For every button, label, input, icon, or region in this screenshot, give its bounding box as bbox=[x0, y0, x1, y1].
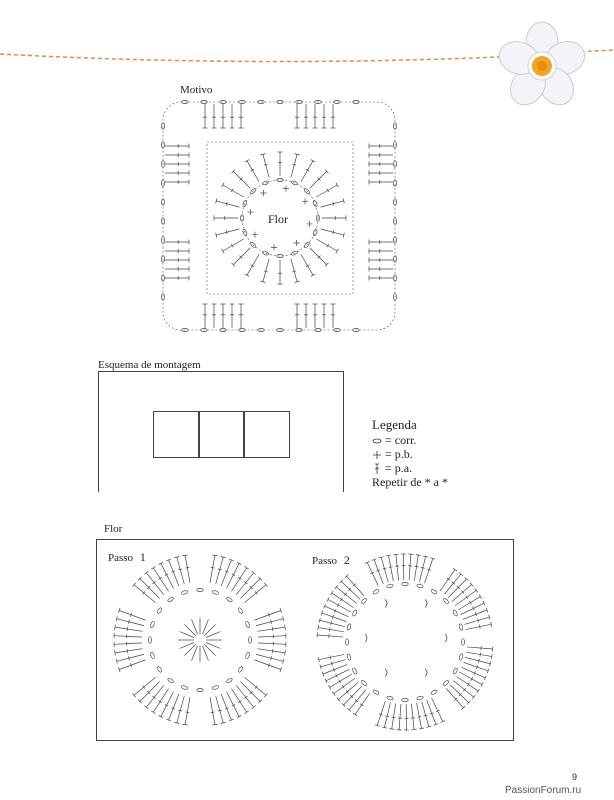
pa-stitch bbox=[258, 636, 286, 637]
pa-stitch-bar bbox=[360, 704, 363, 706]
corr-stitch bbox=[347, 623, 352, 630]
pa-stitch bbox=[396, 554, 399, 580]
corr-stitch bbox=[245, 621, 250, 628]
corr-stitch bbox=[156, 666, 162, 673]
pa-stitch-top bbox=[245, 711, 249, 714]
pa-stitch bbox=[263, 259, 269, 282]
pa-stitch bbox=[115, 649, 143, 653]
pa-stitch-top bbox=[245, 274, 249, 277]
pa-stitch bbox=[247, 254, 259, 275]
pa-stitch bbox=[223, 185, 244, 197]
pa-stitch-bar bbox=[392, 717, 396, 718]
corr-stitch bbox=[386, 584, 393, 589]
pa-stitch bbox=[411, 704, 414, 730]
pa-stitch bbox=[321, 201, 344, 207]
corr-stitch bbox=[245, 652, 250, 659]
corr-stitch bbox=[148, 637, 151, 643]
pa-stitch-top bbox=[151, 711, 155, 714]
pa-stitch bbox=[399, 704, 401, 730]
pa-stitch-top bbox=[479, 594, 482, 598]
back-stitch bbox=[385, 599, 387, 607]
pa-stitch-top bbox=[144, 571, 148, 574]
pa-stitch bbox=[318, 628, 344, 632]
pa-stitch-top bbox=[335, 585, 338, 589]
pa-stitch-top bbox=[472, 695, 475, 699]
montagem-title: Esquema de montagem bbox=[98, 359, 201, 371]
pa-stitch bbox=[119, 660, 145, 670]
pa-stitch bbox=[316, 239, 337, 251]
assembly-square bbox=[198, 411, 245, 458]
pa-stitch bbox=[336, 587, 356, 603]
watermark: PassionForum.ru bbox=[505, 785, 582, 796]
pa-stitch-top bbox=[159, 562, 163, 564]
corr-stitch bbox=[352, 667, 358, 674]
corr-stitch bbox=[181, 685, 188, 690]
pa-stitch bbox=[310, 171, 327, 188]
assembly-square bbox=[243, 411, 290, 458]
pa-stitch-bar bbox=[238, 701, 241, 703]
back-stitch bbox=[425, 599, 427, 607]
pa-stitch bbox=[216, 229, 239, 235]
pa-stitch-bar bbox=[128, 656, 129, 660]
pb-stitch bbox=[248, 209, 254, 215]
pa-stitch bbox=[444, 574, 461, 594]
pa-stitch-bar bbox=[415, 566, 419, 567]
pa-stitch bbox=[291, 259, 297, 282]
corr-stitch bbox=[226, 677, 233, 683]
pa-stitch bbox=[146, 685, 163, 707]
pa-stitch-top bbox=[212, 555, 217, 556]
corr-stitch bbox=[430, 589, 437, 595]
pa-stitch bbox=[347, 576, 364, 595]
corr-stitch bbox=[262, 180, 269, 185]
pa-stitch bbox=[328, 599, 351, 612]
corr-stitch bbox=[237, 666, 243, 673]
step2-label: Passo 2 bbox=[312, 553, 350, 567]
pa-stitch bbox=[417, 703, 422, 729]
pa-stitch bbox=[389, 556, 394, 582]
pa-stitch bbox=[414, 555, 418, 581]
pa-stitch bbox=[330, 674, 352, 687]
pa-stitch bbox=[448, 579, 466, 598]
legend-item-corr: = corr. bbox=[372, 433, 482, 447]
pa-stitch bbox=[355, 693, 370, 714]
corr-stitch bbox=[242, 200, 247, 207]
pa-stitch-bar bbox=[385, 716, 389, 717]
pb-stitch bbox=[283, 186, 289, 192]
pa-stitch bbox=[134, 585, 155, 603]
pa-stitch bbox=[231, 689, 246, 713]
pa-stitch-top bbox=[245, 566, 249, 569]
pa-stitch-top bbox=[453, 568, 457, 571]
pa-stitch-bar bbox=[342, 685, 344, 688]
pa-stitch bbox=[420, 556, 426, 581]
legend-item-pb: = p.b. bbox=[372, 447, 482, 461]
legend-item-pa: = p.a. bbox=[372, 461, 482, 475]
pa-stitch bbox=[177, 696, 185, 723]
pb-stitch bbox=[260, 190, 266, 196]
pa-stitch-top bbox=[144, 706, 148, 709]
pa-stitch bbox=[177, 557, 185, 584]
pa-stitch bbox=[140, 681, 160, 701]
assembly-square bbox=[153, 411, 200, 458]
corr-stitch bbox=[150, 621, 155, 628]
pa-stitch-bar bbox=[271, 620, 272, 624]
pa-stitch bbox=[241, 681, 261, 701]
corr-stitch bbox=[226, 596, 233, 602]
pa-stitch bbox=[185, 555, 190, 583]
legend-repeat: Repetir de * a * bbox=[372, 475, 448, 490]
flower-step1-diagram bbox=[110, 548, 290, 733]
pa-stitch-bar bbox=[128, 620, 129, 624]
flor-title: Flor bbox=[104, 523, 123, 535]
pa-stitch-bar bbox=[421, 567, 425, 568]
pa-stitch bbox=[344, 686, 362, 705]
pa-stitch bbox=[319, 654, 344, 659]
pa-stitch bbox=[140, 578, 160, 598]
back-stitch bbox=[385, 669, 387, 677]
pa-stitch bbox=[153, 568, 168, 592]
corr-stitch bbox=[248, 637, 251, 643]
pa-stitch-top bbox=[237, 715, 241, 717]
pa-stitch-bar bbox=[480, 653, 481, 657]
corr-stitch bbox=[417, 584, 424, 589]
pa-stitch-bar bbox=[329, 627, 330, 631]
pb-stitch bbox=[294, 240, 300, 246]
decorative-flower-icon bbox=[494, 18, 590, 114]
pa-stitch-top bbox=[285, 650, 286, 655]
pa-stitch-top bbox=[336, 183, 339, 187]
pa-stitch-top bbox=[353, 713, 357, 716]
pa-stitch-top bbox=[389, 729, 394, 730]
pa-stitch bbox=[320, 620, 345, 626]
pa-stitch-top bbox=[328, 685, 331, 689]
legend-title: Legenda bbox=[372, 417, 417, 432]
pa-stitch bbox=[321, 660, 346, 667]
pa-stitch-top bbox=[311, 274, 315, 277]
corr-stitch bbox=[459, 654, 464, 661]
motivo-title: Motivo bbox=[180, 84, 213, 96]
pa-stitch-top bbox=[318, 657, 319, 662]
pa-stitch bbox=[244, 585, 265, 603]
pa-stitch bbox=[210, 555, 215, 583]
corr-stitch bbox=[312, 229, 317, 236]
corr-stitch bbox=[402, 698, 408, 701]
pa-stitch bbox=[254, 660, 280, 670]
pa-stitch-bar bbox=[185, 712, 189, 713]
pa-stitch bbox=[233, 248, 250, 265]
pa-stitch bbox=[241, 578, 261, 598]
pa-stitch bbox=[236, 685, 253, 707]
corr-stitch bbox=[361, 680, 368, 687]
pa-stitch-top bbox=[245, 160, 249, 163]
pa-stitch bbox=[381, 557, 388, 582]
pa-stitch bbox=[452, 584, 472, 601]
pa-stitch bbox=[422, 702, 429, 727]
pa-stitch-bar bbox=[417, 717, 421, 718]
page-number: 9 bbox=[572, 772, 578, 782]
pa-stitch-top bbox=[419, 728, 424, 729]
pa-stitch bbox=[316, 185, 337, 197]
pa-stitch bbox=[117, 619, 144, 626]
pa-stitch bbox=[459, 672, 482, 685]
corr-stitch bbox=[312, 200, 317, 207]
pa-stitch-top bbox=[393, 554, 398, 555]
corr-stitch bbox=[167, 677, 174, 683]
pa-stitch bbox=[114, 643, 142, 644]
pa-stitch-bar bbox=[158, 701, 161, 703]
corr-stitch bbox=[372, 589, 379, 595]
pa-stitch bbox=[464, 617, 489, 624]
motivo-diagram bbox=[155, 96, 405, 336]
pa-stitch bbox=[254, 611, 280, 621]
corr-stitch bbox=[461, 639, 464, 645]
pa-stitch-bar bbox=[479, 625, 480, 629]
pa-stitch bbox=[223, 239, 244, 251]
pa-symbol-icon bbox=[372, 463, 382, 475]
pa-stitch-top bbox=[115, 650, 116, 655]
pa-stitch bbox=[466, 652, 492, 656]
pa-stitch-top bbox=[481, 682, 483, 686]
pa-stitch bbox=[263, 154, 269, 177]
corr-stitch bbox=[417, 696, 424, 701]
pa-stitch-top bbox=[252, 706, 256, 709]
pa-stitch-top bbox=[491, 622, 492, 627]
corr-stitch bbox=[386, 696, 393, 701]
pa-stitch bbox=[114, 636, 142, 637]
pa-stitch-top bbox=[491, 654, 492, 659]
step1-label: Passo 1 bbox=[108, 550, 146, 564]
flower-step2-diagram bbox=[310, 550, 500, 735]
pa-stitch-bar bbox=[339, 680, 341, 683]
pa-stitch-top bbox=[416, 555, 421, 556]
pa-stitch-bar bbox=[340, 598, 342, 601]
pa-stitch-top bbox=[222, 249, 225, 253]
pa-stitch-bar bbox=[272, 649, 273, 653]
pa-stitch bbox=[453, 681, 473, 697]
pa-stitch-bar bbox=[447, 578, 450, 580]
pa-stitch-top bbox=[327, 597, 329, 601]
pa-stitch-bar bbox=[466, 596, 468, 599]
corr-stitch bbox=[197, 588, 203, 591]
pa-stitch bbox=[233, 171, 250, 188]
pa-stitch-top bbox=[183, 724, 188, 725]
pa-stitch-top bbox=[332, 692, 335, 696]
pa-stitch bbox=[301, 254, 313, 275]
corr-stitch bbox=[452, 667, 458, 674]
pa-stitch-top bbox=[237, 562, 241, 564]
corr-stitch bbox=[361, 598, 368, 605]
corr-stitch bbox=[345, 639, 348, 645]
pa-stitch-top bbox=[159, 715, 163, 717]
pa-stitch-top bbox=[183, 555, 188, 556]
pa-stitch-bar bbox=[330, 655, 331, 659]
pa-stitch bbox=[216, 201, 239, 207]
corr-stitch bbox=[212, 590, 219, 595]
pa-stitch bbox=[258, 643, 286, 644]
pb-stitch bbox=[302, 198, 308, 204]
pa-stitch-bar bbox=[185, 567, 189, 568]
back-stitch bbox=[445, 634, 447, 642]
pa-stitch-bar bbox=[271, 656, 272, 660]
pa-stitch-top bbox=[252, 571, 256, 574]
pa-stitch bbox=[256, 654, 283, 661]
legend bbox=[372, 417, 482, 489]
pa-stitch bbox=[466, 624, 491, 629]
pa-stitch bbox=[244, 677, 265, 695]
back-stitch bbox=[425, 669, 427, 677]
pb-stitch bbox=[252, 232, 258, 238]
pa-stitch-top bbox=[412, 729, 417, 730]
pa-stitch bbox=[332, 593, 354, 607]
pa-stitch bbox=[446, 688, 463, 707]
pa-stitch bbox=[216, 557, 224, 584]
corr-stitch bbox=[443, 680, 450, 687]
pa-stitch bbox=[257, 649, 285, 653]
pa-stitch bbox=[231, 568, 246, 592]
pa-stitch bbox=[256, 619, 283, 626]
motivo-center-label: Flor bbox=[268, 212, 289, 226]
corr-stitch bbox=[156, 607, 162, 614]
pa-stitch-top bbox=[386, 555, 391, 556]
pa-stitch-top bbox=[477, 689, 480, 693]
pb-symbol-icon bbox=[372, 450, 382, 460]
pa-stitch bbox=[467, 647, 493, 649]
pa-stitch-bar bbox=[272, 627, 273, 631]
pb-stitch bbox=[306, 221, 312, 227]
pa-stitch bbox=[458, 597, 480, 610]
pa-stitch bbox=[465, 657, 490, 663]
pa-stitch bbox=[334, 678, 355, 693]
pa-stitch bbox=[440, 570, 455, 591]
back-stitch bbox=[365, 634, 367, 642]
corr-stitch bbox=[459, 623, 464, 630]
pa-stitch bbox=[409, 554, 411, 580]
pa-stitch-bar bbox=[331, 621, 332, 625]
pa-stitch-bar bbox=[211, 712, 215, 713]
pa-stitch-bar bbox=[469, 601, 471, 604]
pa-stitch bbox=[321, 229, 344, 235]
pa-stitch bbox=[457, 676, 479, 690]
pa-stitch-top bbox=[222, 183, 225, 187]
pa-stitch bbox=[425, 559, 433, 584]
corr-stitch bbox=[402, 582, 408, 585]
pa-stitch-top bbox=[475, 588, 478, 592]
pa-stitch-bar bbox=[478, 659, 479, 663]
pa-stitch bbox=[317, 635, 343, 637]
pa-stitch bbox=[257, 627, 285, 631]
pa-stitch bbox=[119, 611, 145, 621]
corr-stitch bbox=[352, 609, 358, 616]
corr-stitch bbox=[262, 250, 269, 255]
pa-stitch bbox=[153, 689, 168, 713]
pa-stitch bbox=[341, 581, 360, 599]
pa-stitch bbox=[185, 697, 190, 725]
corr-stitch bbox=[347, 654, 352, 661]
pa-stitch bbox=[236, 573, 253, 595]
pa-stitch bbox=[392, 703, 396, 729]
corr-stitch bbox=[430, 689, 437, 695]
pa-stitch-top bbox=[212, 724, 217, 725]
corr-stitch bbox=[443, 598, 450, 605]
pa-stitch bbox=[338, 683, 358, 700]
corr-stitch bbox=[181, 590, 188, 595]
pa-stitch-top bbox=[115, 625, 116, 630]
pa-stitch bbox=[216, 696, 224, 723]
pa-stitch bbox=[310, 248, 327, 265]
pa-stitch-bar bbox=[127, 627, 128, 631]
pa-stitch bbox=[146, 573, 163, 595]
corr-symbol-icon bbox=[372, 437, 382, 445]
corr-stitch bbox=[150, 652, 155, 659]
pa-stitch bbox=[247, 161, 259, 182]
pa-stitch bbox=[301, 161, 313, 182]
corr-stitch bbox=[372, 689, 379, 695]
pa-stitch bbox=[349, 690, 366, 710]
pb-stitch bbox=[271, 244, 277, 250]
pa-stitch bbox=[117, 654, 144, 661]
pa-stitch bbox=[450, 685, 469, 703]
pa-stitch-top bbox=[311, 160, 315, 163]
corr-stitch bbox=[237, 607, 243, 614]
pa-stitch bbox=[134, 677, 155, 695]
pa-stitch-bar bbox=[238, 577, 241, 579]
pa-stitch-bar bbox=[467, 683, 469, 686]
pa-stitch-bar bbox=[389, 567, 393, 568]
pa-stitch bbox=[115, 627, 143, 631]
pa-stitch bbox=[455, 590, 476, 605]
pa-stitch bbox=[291, 154, 297, 177]
pa-stitch-bar bbox=[127, 649, 128, 653]
corr-stitch bbox=[197, 688, 203, 691]
pa-stitch bbox=[210, 697, 215, 725]
pa-stitch-top bbox=[336, 249, 339, 253]
pa-stitch-bar bbox=[211, 567, 215, 568]
pa-stitch-top bbox=[330, 591, 333, 595]
corr-stitch bbox=[452, 609, 458, 616]
corr-stitch bbox=[167, 596, 174, 602]
corr-stitch bbox=[212, 685, 219, 690]
pa-stitch-top bbox=[318, 625, 319, 630]
pa-stitch-top bbox=[285, 625, 286, 630]
pa-stitch-top bbox=[151, 566, 155, 569]
pa-stitch bbox=[377, 701, 385, 726]
pa-stitch bbox=[384, 702, 390, 727]
pa-stitch-bar bbox=[158, 577, 161, 579]
